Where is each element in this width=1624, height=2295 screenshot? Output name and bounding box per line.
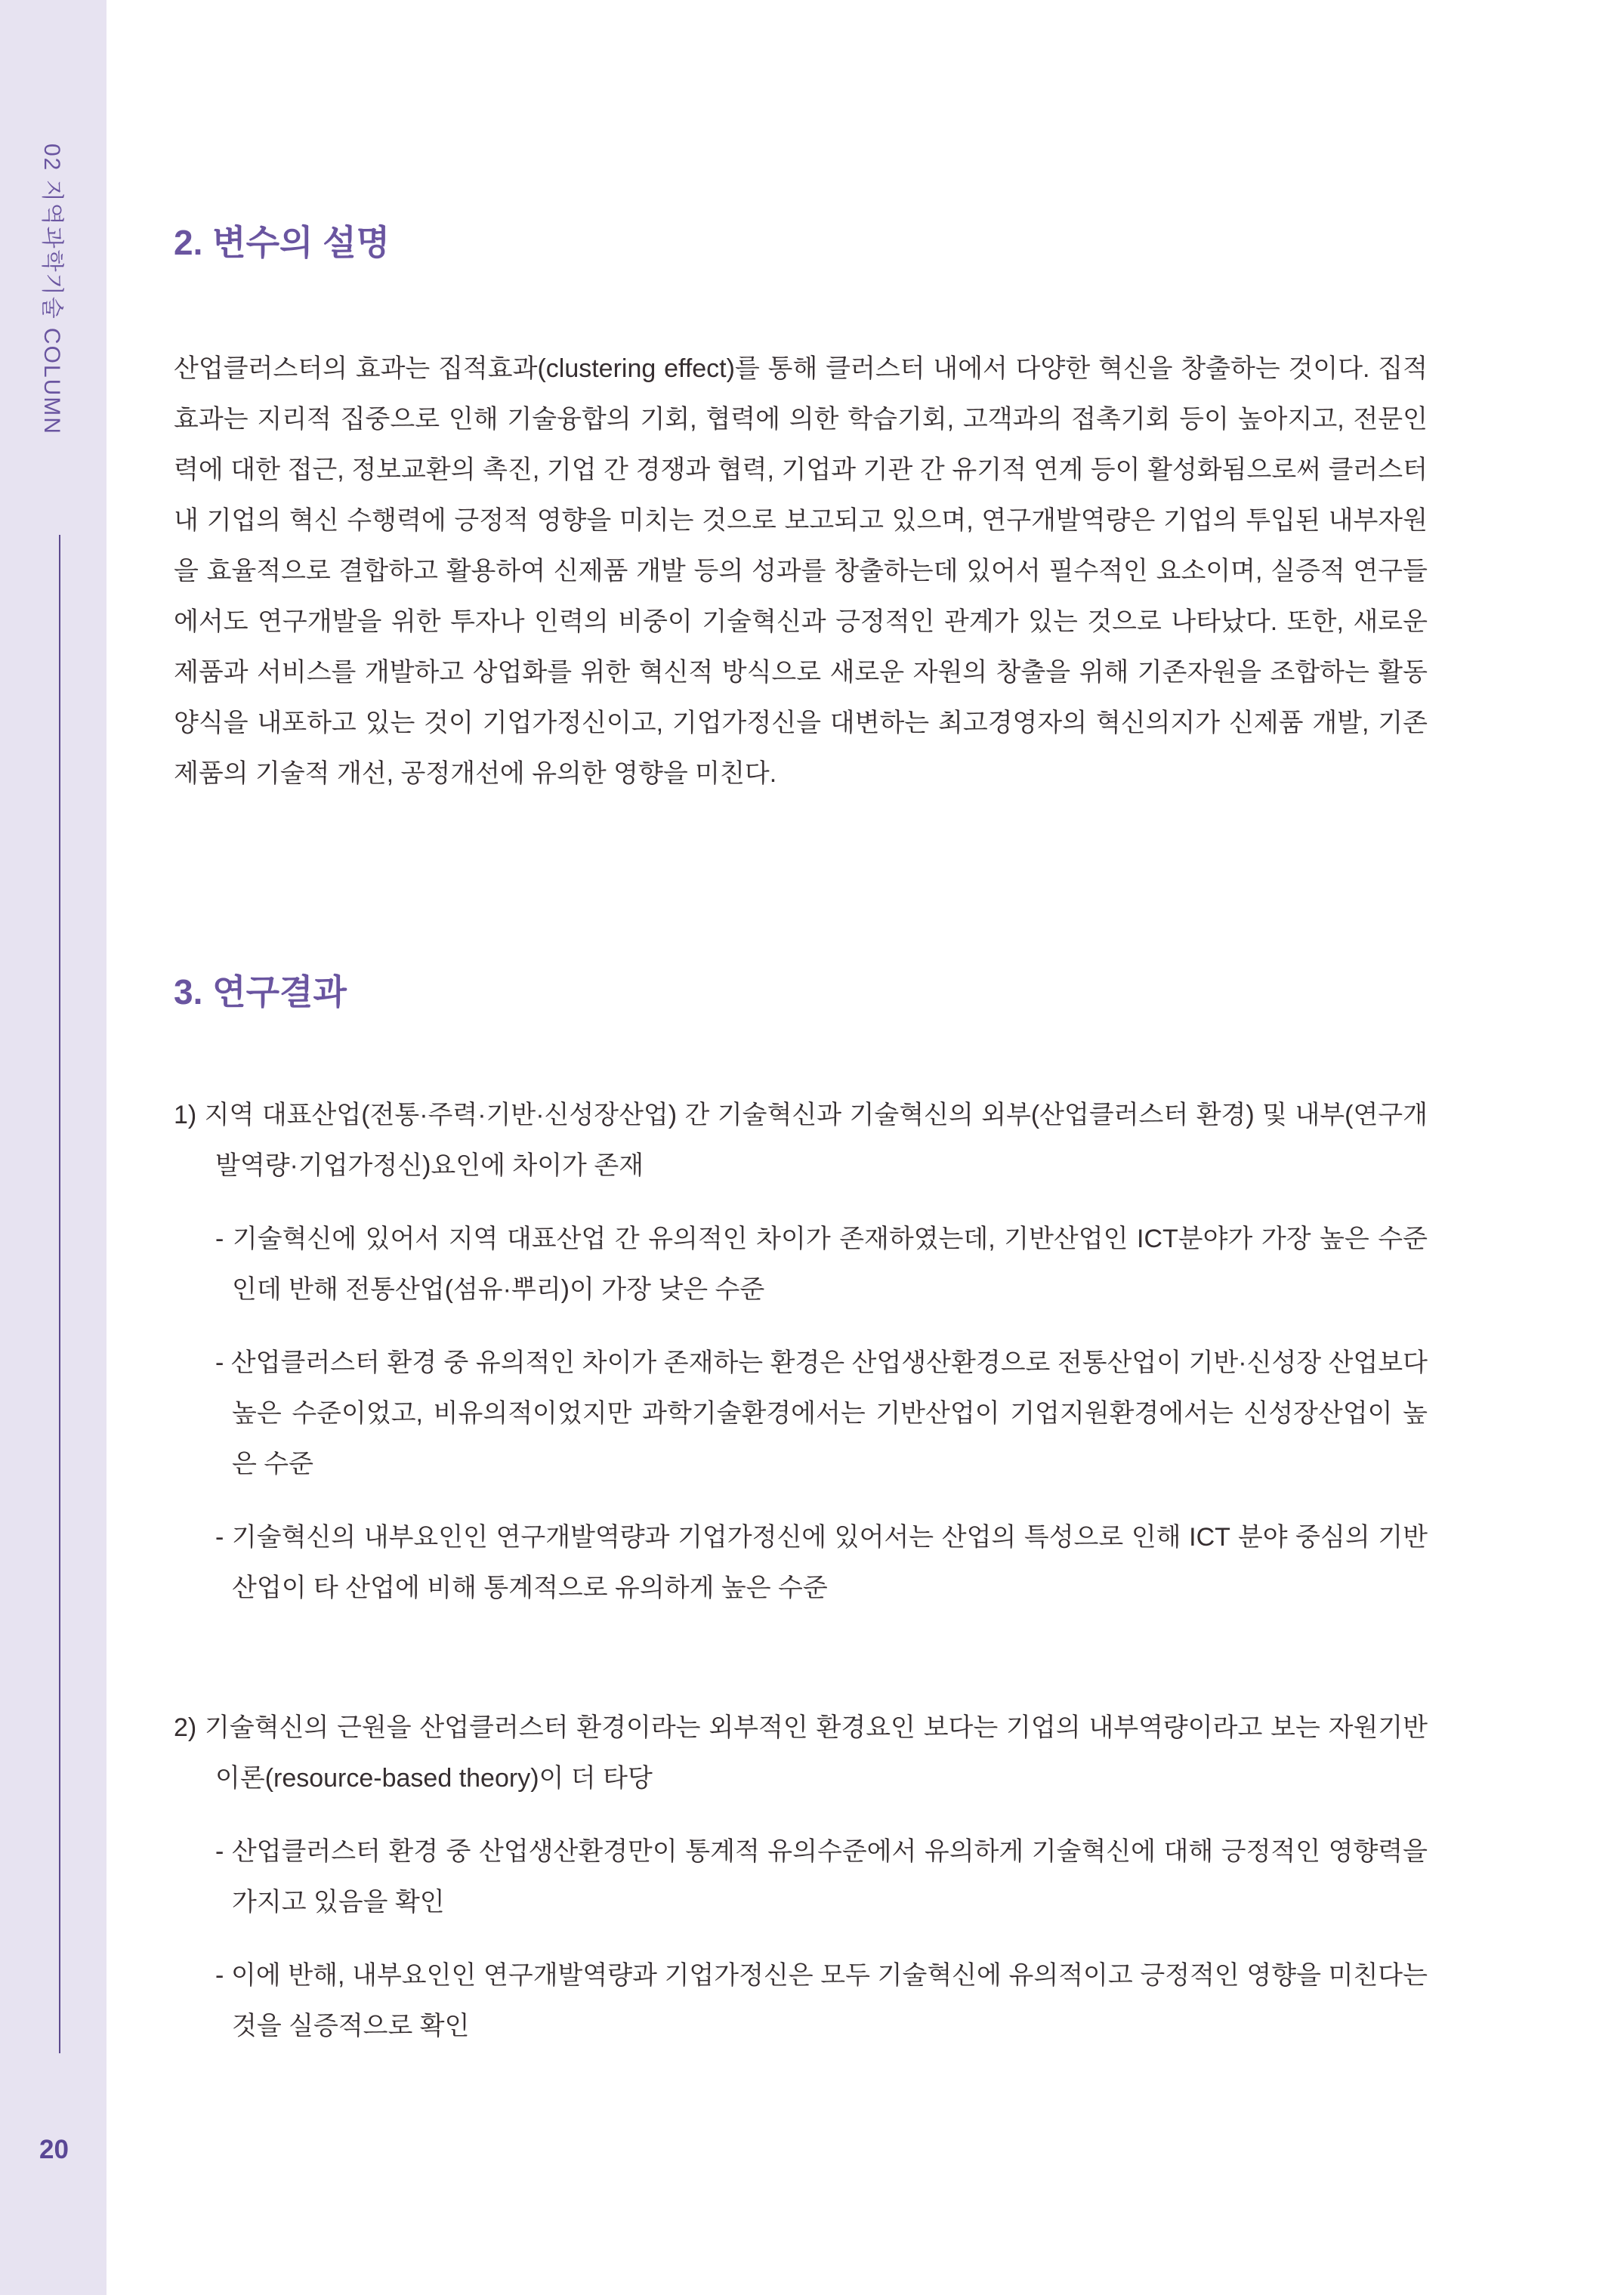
result-item-1-bullet-2: - 산업클러스터 환경 중 유의적인 차이가 존재하는 환경은 산업생산환경으로 전통산업이 기반·신성장 산업보다 높은 수준이었고, 비유의적이었지만 과학기술환경에서는 기반산업이 기업지원환경에서는 신성장산업이 높은 수준 (215, 1348, 1428, 1478)
result-item-2-bullet-1: - 산업클러스터 환경 중 산업생산환경만이 통계적 유의수준에서 유의하게 기술혁신에 대해 긍정적인 영향력을 가지고 있음을 확인 (215, 1837, 1428, 1917)
sidebar-divider-line (59, 535, 60, 2053)
variables-paragraph: 산업클러스터의 효과는 집적효과(clustering effect)를 통해 클러스터 내에서 다양한 혁신을 창출하는 것이다. 집적효과는 지리적 집중으로 인해 기술융합의 기회, 협력에 의한 학습기회, 고객과의 접촉기회 등이 높아지고, 전문인력에 대한 접근, 정보교환의 촉진, 기업 간 경쟁과 협력, 기업과 기관 간 유기적 연계 등이 활성화됨으로써 클러스터 내 기업의 혁신 수행력에 긍정적 영향을 미치는 것으로 보고되고 있으며, 연구개발역량은 기업의 투입된 내부자원을 효율적으로 결합하고 활용하여 신제품 개발 등의 성과를 창출하는데 있어서 필수적인 요소이며, 실증적 연구들에서도 연구개발을 위한 투자나 인력의 비중이 기술혁신과 긍정적인 관계가 있는 것으로 나타났다. 또한, 새로운 제품과 서비스를 개발하고 상업화를 위한 혁신적 방식으로 새로운 자원의 창출을 위해 기존자원을 조합하는 활동양식을 내포하고 있는 것이 기업가정신이고, 기업가정신을 대변하는 최고경영자의 혁신의지가 신제품 개발, 기존제품의 기술적 개선, 공정개선에 유의한 영향을 미친다. (174, 354, 1428, 788)
section-heading-variables: 2. 변수의 설명 (174, 223, 391, 262)
sidebar-column-label: 02 지역과학기술 COLUMN (39, 144, 64, 435)
result-item-1-bullet-1: - 기술혁신에 있어서 지역 대표산업 간 유의적인 차이가 존재하였는데, 기반산업인 ICT분야가 가장 높은 수준인데 반해 전통산업(섬유·뿌리)이 가장 낮은 수준 (215, 1225, 1428, 1304)
section-heading-results: 3. 연구결과 (174, 972, 347, 1012)
result-item-1-bullet-3: - 기술혁신의 내부요인인 연구개발역량과 기업가정신에 있어서는 산업의 특성으로 인해 ICT 분야 중심의 기반산업이 타 산업에 비해 통계적으로 유의하게 높은 수준 (215, 1523, 1428, 1602)
result-item-1: 1) 지역 대표산업(전통·주력·기반·신성장산업) 간 기술혁신과 기술혁신의 외부(산업클러스터 환경) 및 내부(연구개발역량·기업가정신)요인에 차이가 존재 (174, 1101, 1428, 1180)
page-number: 20 (39, 2135, 69, 2164)
sidebar (0, 0, 107, 2295)
results-list (174, 1090, 1428, 2052)
result-item-2: 2) 기술혁신의 근원을 산업클러스터 환경이라는 외부적인 환경요인 보다는 기업의 내부역량이라고 보는 자원기반이론(resource-based theory)이 더 타당 (174, 1713, 1428, 1793)
result-item-2-bullet-2: - 이에 반해, 내부요인인 연구개발역량과 기업가정신은 모두 기술혁신에 유의적이고 긍정적인 영향을 미친다는 것을 실증적으로 확인 (215, 1961, 1428, 2040)
